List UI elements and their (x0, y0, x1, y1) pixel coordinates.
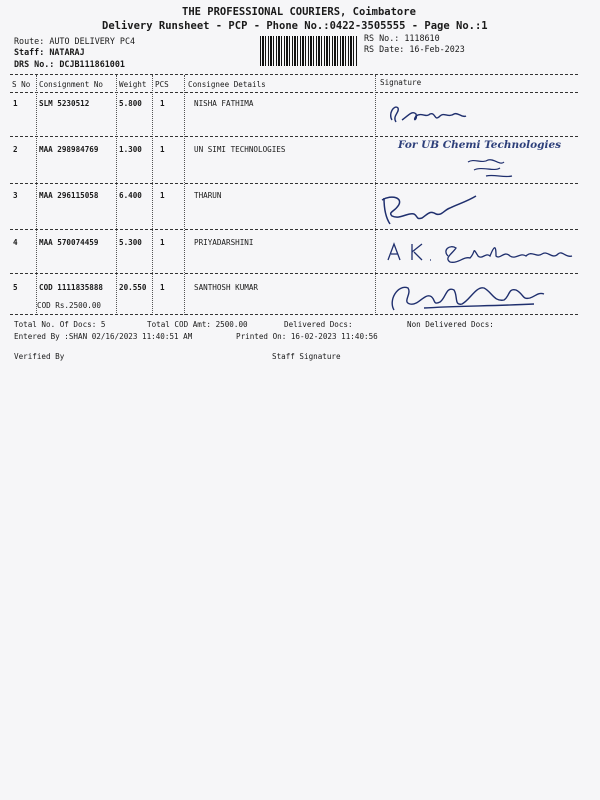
col-separator (152, 75, 153, 315)
total-cod-label: Total COD Amt: (147, 320, 212, 329)
barcode (260, 36, 358, 66)
row2-sno: 2 (13, 145, 18, 154)
row1-signature (386, 96, 476, 134)
col-separator (184, 75, 185, 315)
row5-rule (10, 314, 578, 315)
row5-cod-note: COD Rs.2500.00 (37, 301, 102, 310)
row5-weight: 20.550 (119, 283, 147, 292)
row3-pcs: 1 (160, 191, 165, 200)
row2-pcs: 1 (160, 145, 165, 154)
rs-no-line (364, 33, 440, 43)
rs-date-label: RS Date: (364, 44, 405, 54)
staff-label: Staff: (14, 47, 45, 57)
col-weight: Weight (119, 80, 147, 89)
col-separator (375, 75, 376, 315)
row3-rule (10, 229, 578, 230)
runsheet-subtitle: Delivery Runsheet - PCP - Phone No.:0422-3505555 - Page No.:1 (102, 20, 488, 32)
row1-consignee: NISHA FATHIMA (194, 99, 254, 108)
row5-pcs: 1 (160, 283, 165, 292)
col-pcs: PCS (155, 80, 169, 89)
col-separator (116, 75, 117, 315)
printed-on: Printed On: 16-02-2023 11:40:56 (236, 332, 378, 341)
row4-consignee: PRIYADARSHINI (194, 238, 254, 247)
total-cod-value: 2500.00 (215, 320, 248, 329)
rs-no-label: RS No.: (364, 33, 400, 43)
row2-rule (10, 183, 578, 184)
row4-rule (10, 273, 578, 274)
row1-consignment: SLM 5230512 (39, 99, 90, 108)
rs-no-value: 1118610 (404, 33, 440, 43)
route-label: Route: (14, 36, 45, 46)
entered-by: Entered By :SHAN 02/16/2023 11:40:51 AM (14, 332, 193, 341)
verified-by: Verified By (14, 352, 65, 361)
route-line (14, 36, 135, 46)
delivered-docs-label: Delivered Docs: (284, 320, 353, 329)
drs-line (14, 59, 125, 69)
drs-label: DRS No.: (14, 59, 55, 69)
header-top-rule (10, 74, 578, 75)
row4-signature (386, 236, 576, 272)
row3-weight: 6.400 (119, 191, 142, 200)
row2-consignment: MAA 298984769 (39, 145, 99, 154)
header-bottom-rule (10, 92, 578, 93)
row1-sno: 1 (13, 99, 18, 108)
row4-pcs: 1 (160, 238, 165, 247)
total-docs-value: 5 (100, 320, 106, 329)
row5-consignment: COD 1111835888 (39, 283, 104, 292)
row2-signature (460, 152, 530, 186)
staff-signature-label: Staff Signature (272, 352, 341, 361)
row4-sno: 4 (13, 238, 18, 247)
row1-rule (10, 136, 578, 137)
row2-weight: 1.300 (119, 145, 142, 154)
col-sno: S No (12, 80, 31, 89)
company-title: THE PROFESSIONAL COURIERS, Coimbatore (182, 6, 416, 18)
total-cod (147, 320, 248, 329)
total-docs-label: Total No. Of Docs: (14, 320, 97, 329)
col-signature: Signature (380, 78, 422, 87)
row3-consignment: MAA 296115058 (39, 191, 99, 200)
row5-consignee: SANTHOSH KUMAR (194, 283, 259, 292)
row4-weight: 5.300 (119, 238, 142, 247)
staff-line (14, 47, 85, 57)
drs-value: DCJB111861001 (59, 59, 125, 69)
route-value: AUTO DELIVERY PC4 (49, 36, 136, 46)
row1-weight: 5.800 (119, 99, 142, 108)
row4-consignment: MAA 570074459 (39, 238, 99, 247)
col-consignee: Consignee Details (188, 80, 266, 89)
row3-signature (380, 190, 490, 234)
row1-pcs: 1 (160, 99, 165, 108)
col-consignment: Consignment No (39, 80, 104, 89)
rs-date-value: 16-Feb-2023 (409, 44, 465, 54)
row2-consignee: UN SIMI TECHNOLOGIES (194, 145, 286, 154)
row3-consignee: THARUN (194, 191, 222, 200)
total-docs (14, 320, 105, 329)
rs-date-line (364, 44, 465, 54)
row3-sno: 3 (13, 191, 18, 200)
non-delivered-docs-label: Non Delivered Docs: (407, 320, 494, 329)
staff-value: NATARAJ (49, 47, 85, 57)
row2-company-stamp: For UB Chemi Technologies (398, 139, 562, 151)
row5-sno: 5 (13, 283, 18, 292)
col-separator (36, 75, 37, 315)
